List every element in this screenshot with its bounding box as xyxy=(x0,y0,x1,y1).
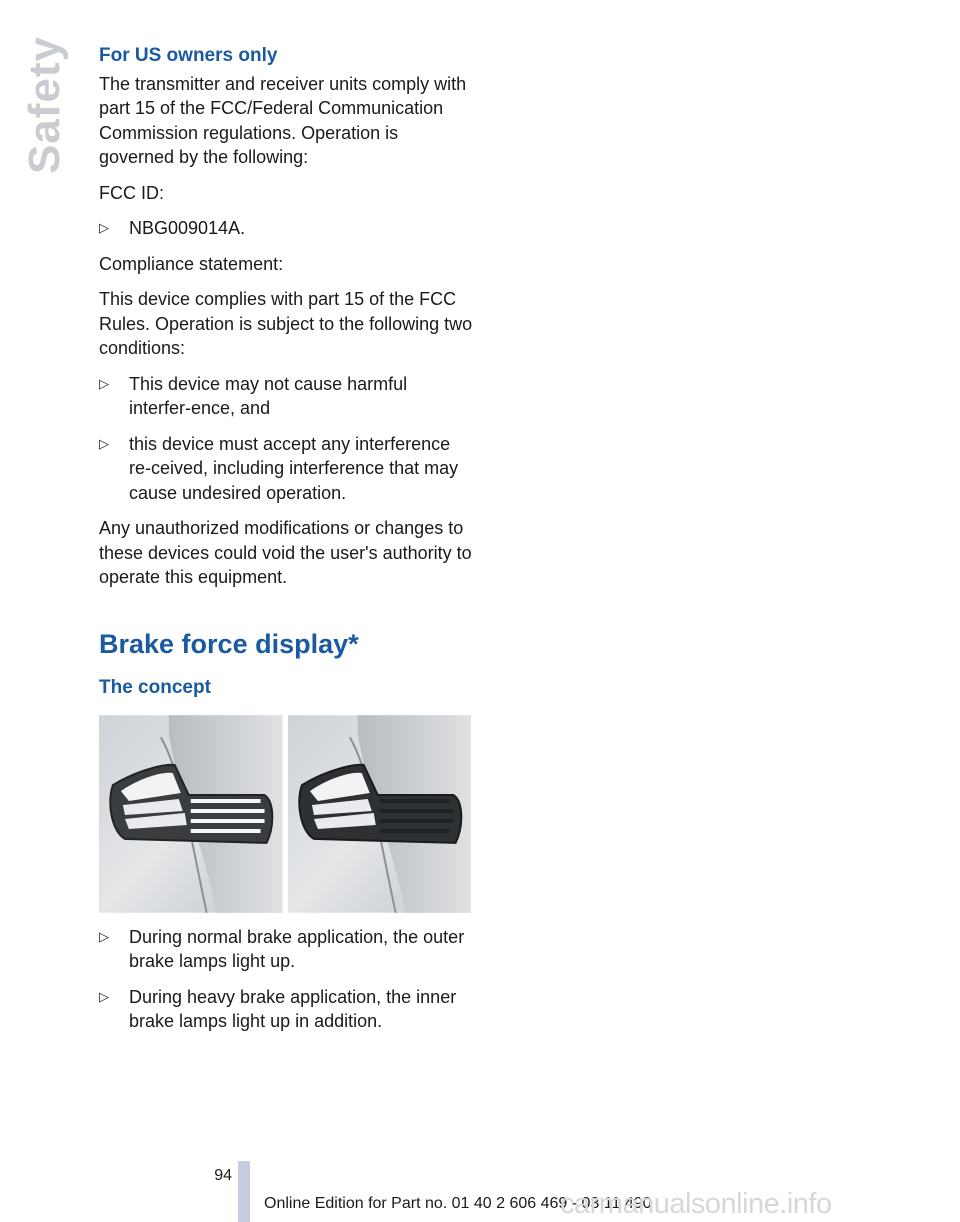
footer-bar xyxy=(238,1161,250,1222)
list-item: ▷ This device may not cause harmful interfer‐ence, and xyxy=(99,372,474,421)
edition-text: Online Edition for Part no. 01 40 2 606 469 - 03 11 490 xyxy=(264,1195,652,1212)
list-item: ▷ During normal brake application, the outer brake lamps light up. xyxy=(99,925,474,974)
side-tab-label: Safety xyxy=(20,35,70,175)
tail-lamp-normal-image xyxy=(99,715,283,913)
compliance-text: This device complies with part 15 of the FCC Rules. Operation is subject to the following two conditions: xyxy=(99,289,473,358)
list-item: ▷ During heavy brake application, the inner brake lamps light up in addition. xyxy=(99,985,474,1034)
fcc-id-list xyxy=(99,216,474,241)
main-column xyxy=(99,44,474,1045)
side-tab xyxy=(20,35,70,175)
concept-heading: The concept xyxy=(99,677,211,698)
us-owners-intro: The transmitter and receiver units comply with part 15 of the FCC/Federal Communication Commission regulations. Operation is governed by the following: xyxy=(99,73,467,167)
conditions-list xyxy=(99,372,474,506)
list-item: ▷ this device must accept any interference re‐ceived, including interference that may cause undesired operation. xyxy=(99,432,474,506)
modifications-text: Any unauthorized modifications or changes to these devices could void the user's authority to operate this equipment. xyxy=(99,518,472,587)
us-owners-heading: For US owners only xyxy=(99,45,278,66)
page-footer xyxy=(0,1161,960,1222)
brake-force-list xyxy=(99,925,474,1034)
compliance-label: Compliance statement: xyxy=(99,253,284,274)
page-number: 94 xyxy=(214,1167,232,1184)
fcc-id-label: FCC ID: xyxy=(99,182,164,203)
watermark: carmanualsonline.info xyxy=(560,1188,832,1220)
tail-lamp-figure xyxy=(99,715,471,913)
list-item: ▷ NBG009014A. xyxy=(99,216,474,241)
brake-force-heading: Brake force display* xyxy=(99,628,359,659)
tail-lamp-heavy-image xyxy=(288,715,472,913)
